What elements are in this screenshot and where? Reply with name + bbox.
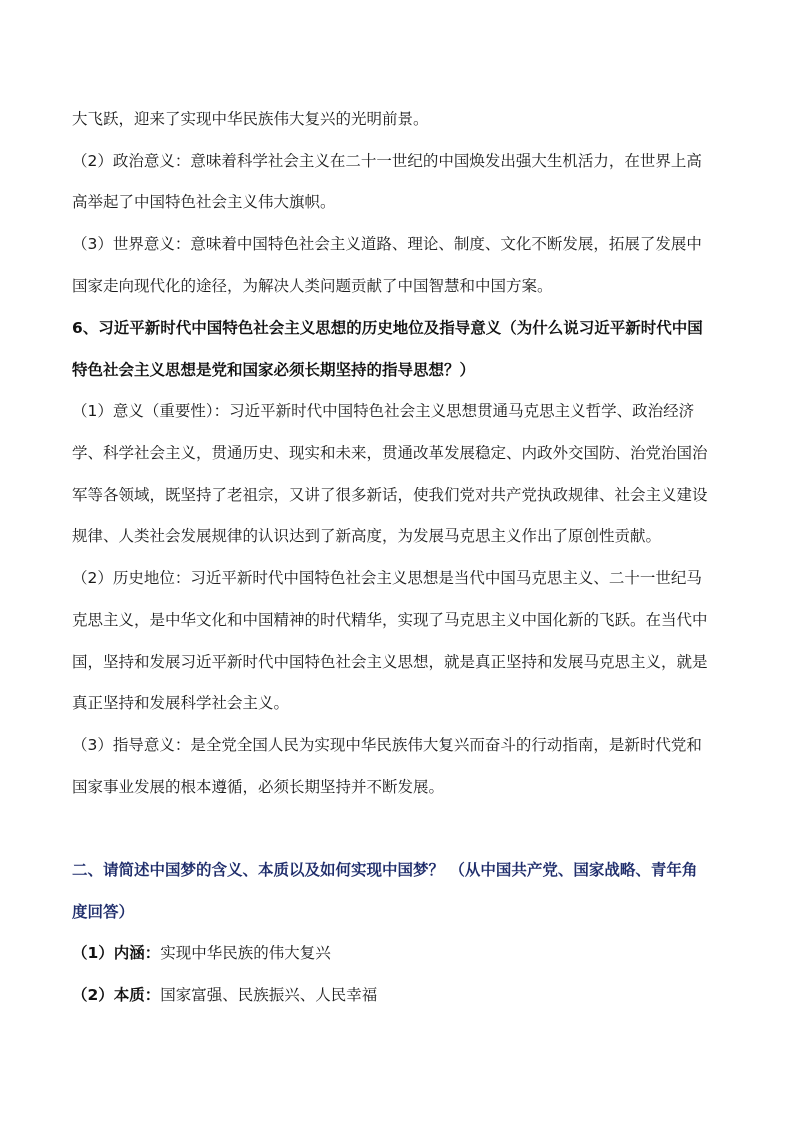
paragraph-line: 规律、人类社会发展规律的认识达到了新高度，为发展马克思主义作出了原创性贡献。 [72,527,662,545]
paragraph-line: 高举起了中国特色社会主义伟大旗帜。 [72,193,336,211]
paragraph-line: （1）意义（重要性）：习近平新时代中国特色社会主义思想贯通马克思主义哲学、政治经济 [72,402,695,420]
answer-text: 国家富强、民族振兴、人民幸福 [160,986,378,1004]
answer-label: （1）内涵： [72,944,161,962]
paragraph-line: 军等各领域，既坚持了老祖宗，又讲了很多新话，使我们党对共产党执政规律、社会主义建设 [72,486,708,504]
paragraph-line: 真正坚持和发展科学社会主义。 [72,694,290,712]
answer-text: 实现中华民族的伟大复兴 [160,944,331,962]
paragraph-line: 克思主义，是中华文化和中国精神的时代精华，实现了马克思主义中国化新的飞跃。在当代中 [72,611,708,629]
paragraph-line: （2）历史地位：习近平新时代中国特色社会主义思想是当代中国马克思主义、二十一世纪马 [72,569,702,587]
question-title: 二、请简述中国梦的含义、本质以及如何实现中国梦？ （从中国共产党、国家战略、青年角 [72,861,698,879]
section-heading: 特色社会主义思想是党和国家必须长期坚持的指导思想？） [72,361,476,379]
section-heading: 6、习近平新时代中国特色社会主义思想的历史地位及指导意义（为什么说习近平新时代中国 [72,319,703,337]
answer-item [72,943,732,963]
question-title: 度回答） [72,903,135,921]
paragraph-line: 国家走向现代化的途径，为解决人类问题贡献了中国智慧和中国方案。 [72,277,553,295]
paragraph-line: 大飞跃，迎来了实现中华民族伟大复兴的光明前景。 [72,110,429,128]
paragraph-line: （2）政治意义：意味着科学社会主义在二十一世纪的中国焕发出强大生机活力，在世界上高 [72,152,702,170]
paragraph-line: 学、科学社会主义，贯通历史、现实和未来，贯通改革发展稳定、内政外交国防、治党治国治 [72,444,708,462]
paragraph-line: （3）指导意义：是全党全国人民为实现中华民族伟大复兴而奋斗的行动指南，是新时代党和 [72,736,702,754]
paragraph-line: （3）世界意义：意味着中国特色社会主义道路、理论、制度、文化不断发展，拓展了发展中 [72,235,702,253]
answer-label: （2）本质： [72,986,161,1004]
paragraph-line: 国，坚持和发展习近平新时代中国特色社会主义思想，就是真正坚持和发展马克思主义，就是 [72,653,708,671]
answer-item [72,985,732,1005]
paragraph-line: 国家事业发展的根本遵循，必须长期坚持并不断发展。 [72,778,445,796]
